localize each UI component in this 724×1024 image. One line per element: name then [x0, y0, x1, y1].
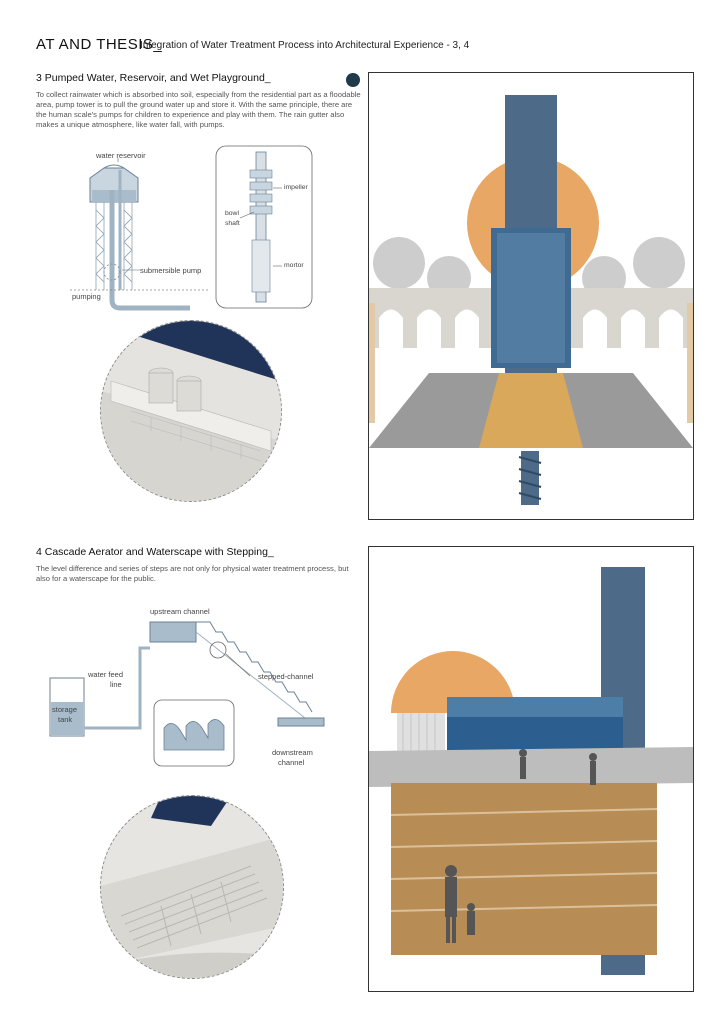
label-submersible-pump: submersible pump	[140, 266, 202, 275]
label-bowl: bowl	[225, 210, 239, 217]
label-water-feed: water feed	[88, 670, 124, 679]
label-mortor: mortor	[284, 262, 304, 269]
section-3-paragraph: To collect rainwater which is absorbed into soil, especially from the residential part as a floodable area, pump tower is to pull the ground water up and store it. With the same principle, there are the human scale's pumps for children to experience and play with them. The rain gutter also makes a unique atmosphere, like water fall, with pumps.	[36, 90, 361, 129]
page-subtitle: Integration of Water Treatment Process into Architectural Experience - 3, 4	[140, 40, 470, 51]
collage-wet-playground	[368, 72, 694, 520]
label-storage: storage	[52, 705, 78, 714]
label-tank: tank	[58, 715, 73, 724]
section-3-heading: 3 Pumped Water, Reservoir, and Wet Playground_	[36, 72, 271, 84]
label-upstream-channel: upstream channel	[150, 607, 210, 616]
label-channel: channel	[278, 758, 305, 767]
label-pumping: pumping	[72, 292, 101, 301]
label-line: line	[110, 680, 122, 689]
cascade-aerator-diagram	[40, 610, 340, 770]
label-downstream: downstream	[272, 748, 313, 757]
collage-cascade-waterscape	[368, 546, 694, 992]
section-marker-dot	[346, 73, 360, 87]
label-stepped-channel: stepped-channel	[258, 672, 314, 681]
section-4-heading: 4 Cascade Aerator and Waterscape with Stepping_	[36, 546, 274, 558]
model-photo-pump-tower	[100, 320, 282, 502]
model-photo-cascade	[100, 795, 284, 979]
label-water-reservoir: water reservoir	[96, 151, 146, 160]
page-title: AT AND THESIS_	[36, 36, 163, 53]
label-impeller: impeller	[284, 184, 308, 191]
label-shaft: shaft	[225, 220, 240, 227]
section-4-paragraph: The level difference and series of steps are not only for physical water treatment process, but also for a waterscape for the public.	[36, 564, 349, 583]
